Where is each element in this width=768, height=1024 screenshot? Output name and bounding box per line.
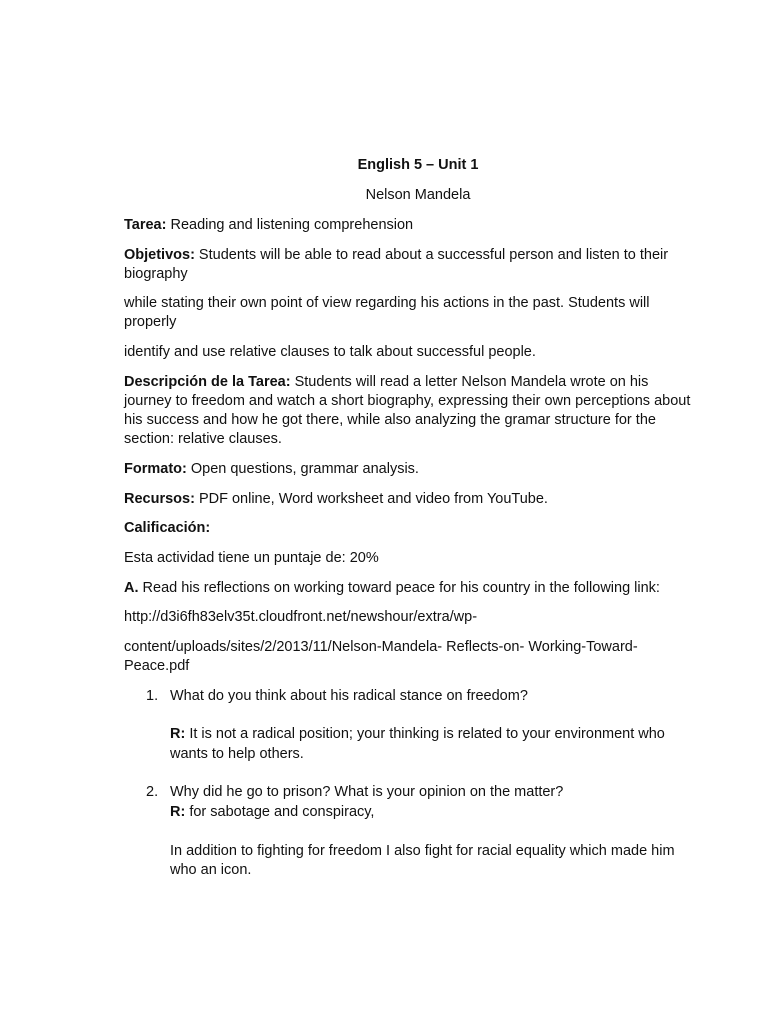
answer-1-line-1: R: It is not a radical position; your thinking is related to your environment who [170,726,665,742]
objetivos-line-4: properly [124,314,177,330]
formato-label: Formato: [124,461,187,477]
objetivos-label: Objetivos: [124,247,195,263]
answer-2-label: R: [170,804,186,820]
answer-2-line-1: R: for sabotage and conspiracy, [170,804,375,820]
descripcion-line-3: his success and how he got there, while also analyzing the gramar structure for the [124,412,656,428]
tarea-paragraph [124,216,724,236]
link-line-1[interactable]: http://d3i6fh83elv35t.cloudfront.net/newshour/extra/wp- [124,609,478,625]
recursos-paragraph: Recursos: PDF online, Word worksheet and video from YouTube. [124,491,548,507]
question-1-number: 1. [146,688,159,704]
answer-2-extra-line-1: In addition to fighting for freedom I also fight for racial equality which made him [170,843,675,859]
answer-2-extra-line-2: who an icon. [170,862,252,878]
objetivos-line-1: Objetivos: Students will be able to read about a successful person and listen to their [124,247,669,263]
page-subtitle: Nelson Mandela [365,187,471,203]
descripcion-line-4: section: relative clauses. [124,431,282,447]
calificacion-heading: Calificación: [124,520,211,536]
tarea-label: Tarea: [124,217,167,233]
page-title: English 5 – Unit 1 [357,157,479,173]
link-line-3[interactable]: Peace.pdf [124,658,190,674]
section-a-label: A. [124,580,139,596]
tarea-text: Reading and listening comprehension [166,217,414,233]
objetivos-line-2: biography [124,266,188,282]
descripcion-label: Descripción de la Tarea: [124,374,291,390]
calificacion-text: Esta actividad tiene un puntaje de: 20% [124,550,379,566]
descripcion-line-2: journey to freedom and watch a short biography, expressing their own perceptions about [124,393,691,409]
link-line-2[interactable]: content/uploads/sites/2/2013/11/Nelson-Mandela- Reflects-on- Working-Toward- [124,639,638,655]
answer-1-label: R: [170,726,186,742]
section-a-intro: A. Read his reflections on working toward peace for his country in the following link: [124,580,660,596]
recursos-label: Recursos: [124,491,195,507]
answer-1-line-2: wants to help others. [170,746,304,762]
objetivos-line-3: while stating their own point of view regarding his actions in the past. Students will [124,295,650,311]
descripcion-line-1: Descripción de la Tarea: Students will read a letter Nelson Mandela wrote on his [124,374,649,390]
objetivos-line-5: identify and use relative clauses to talk about successful people. [124,344,536,360]
formato-paragraph: Formato: Open questions, grammar analysis. [124,461,419,477]
question-2-number: 2. [146,784,159,800]
question-1-text: What do you think about his radical stance on freedom? [170,688,528,704]
question-2-text: Why did he go to prison? What is your opinion on the matter? [170,784,564,800]
